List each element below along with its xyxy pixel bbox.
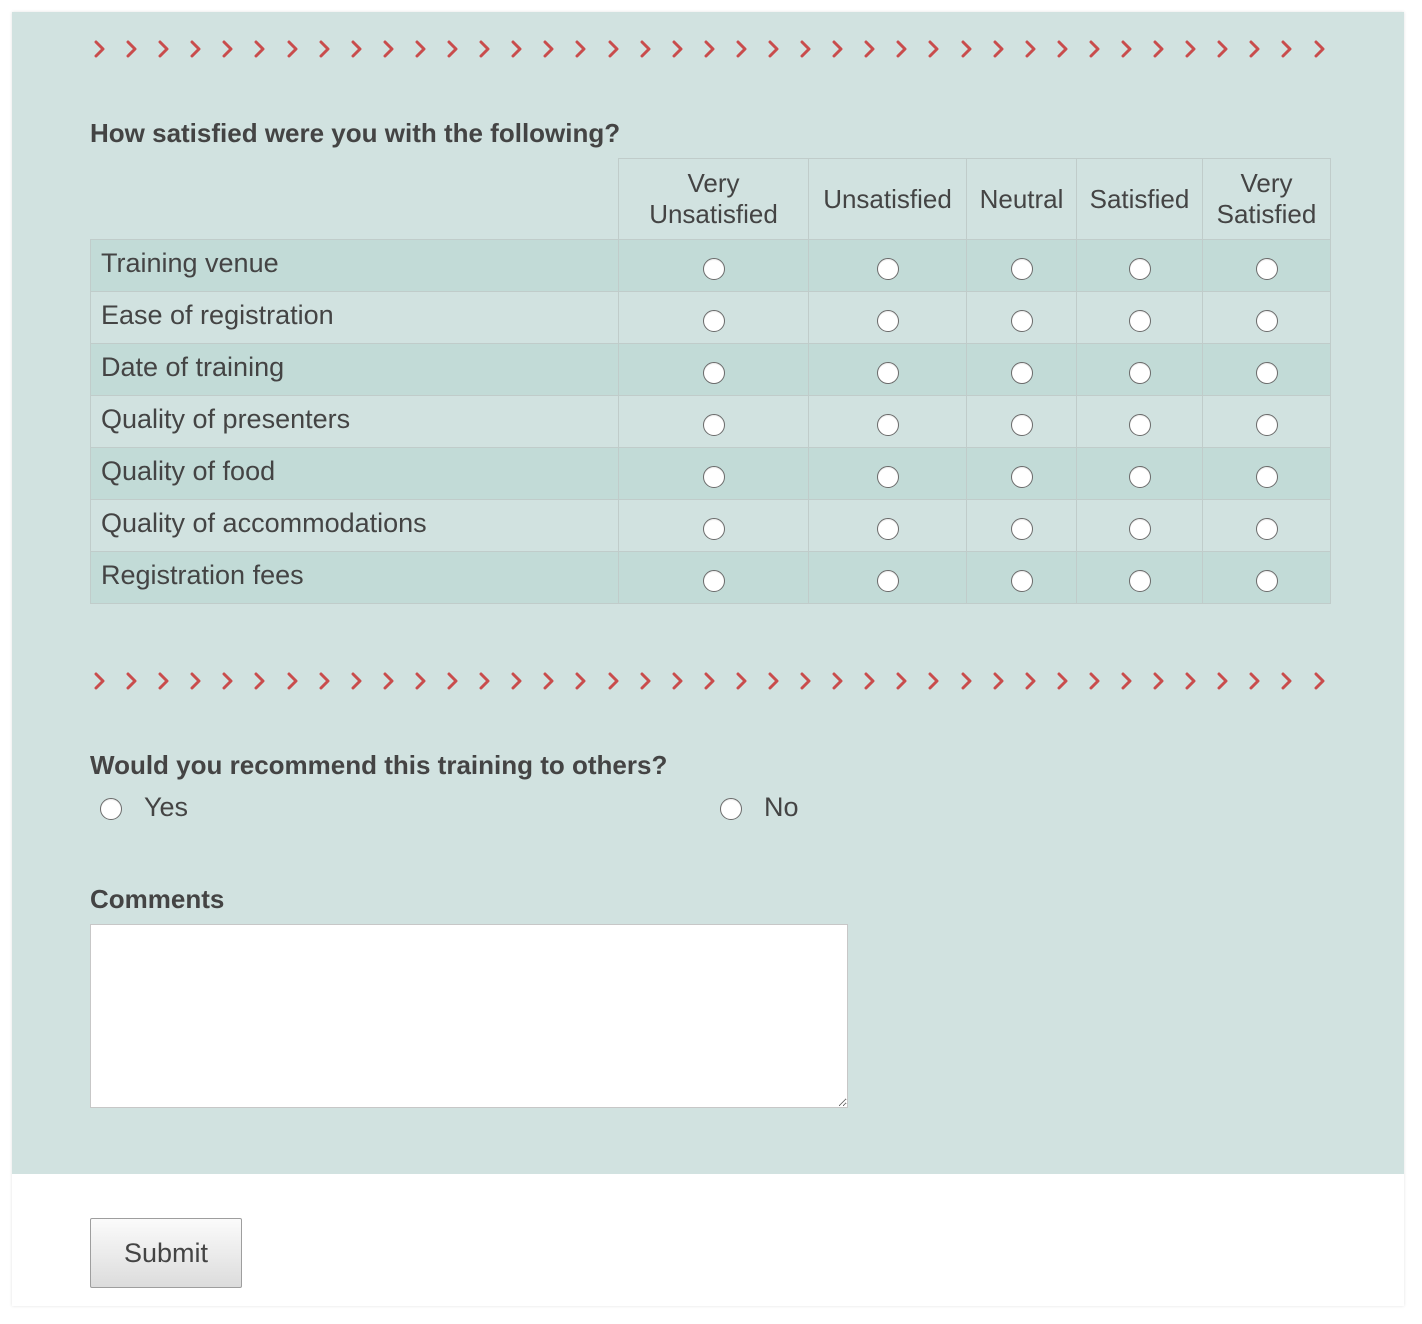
recommend-question: Would you recommend this training to others? (90, 750, 668, 780)
chevron-right-icon (860, 39, 880, 59)
column-header-line: Satisfied (1216, 199, 1317, 229)
rating-radio[interactable] (1256, 414, 1278, 436)
survey-form (12, 12, 1404, 1306)
chevron-right-icon (1117, 671, 1137, 691)
rating-radio[interactable] (1256, 310, 1278, 332)
recommend-yes-option[interactable] (100, 792, 188, 822)
chevron-right-icon (1277, 39, 1297, 59)
chevron-right-icon (924, 671, 944, 691)
chevron-right-icon (154, 39, 174, 59)
matrix-row-label: Quality of presenters (91, 396, 619, 448)
rating-radio[interactable] (877, 518, 899, 540)
matrix-cell (967, 292, 1077, 344)
chevron-right-icon (218, 39, 238, 59)
chevron-right-icon (250, 671, 270, 691)
chevron-right-icon (1053, 671, 1073, 691)
chevron-right-icon (957, 671, 977, 691)
matrix-cell (1203, 240, 1331, 292)
recommend-yes-label: Yes (144, 792, 189, 822)
rating-radio[interactable] (877, 414, 899, 436)
chevron-right-icon (1181, 671, 1201, 691)
chevron-right-icon (1021, 39, 1041, 59)
chevron-right-icon (796, 39, 816, 59)
chevron-right-icon (539, 671, 559, 691)
chevron-right-icon (347, 671, 367, 691)
rating-radio[interactable] (1011, 466, 1033, 488)
chevron-right-icon (700, 671, 720, 691)
matrix-cell (1077, 500, 1203, 552)
rating-radio[interactable] (877, 310, 899, 332)
matrix-cell (1077, 448, 1203, 500)
chevron-right-icon (828, 39, 848, 59)
rating-radio[interactable] (1011, 310, 1033, 332)
matrix-cell (967, 344, 1077, 396)
rating-radio[interactable] (1256, 258, 1278, 280)
recommend-yes-radio[interactable] (100, 798, 122, 820)
chevron-right-icon (636, 671, 656, 691)
chevron-right-icon (604, 39, 624, 59)
matrix-row-label: Ease of registration (91, 292, 619, 344)
matrix-cell (1077, 552, 1203, 604)
matrix-row (91, 240, 1331, 292)
chevron-right-icon (507, 671, 527, 691)
chevron-right-icon (186, 671, 206, 691)
matrix-cell (1203, 292, 1331, 344)
rating-radio[interactable] (703, 310, 725, 332)
chevron-right-icon (90, 39, 110, 59)
matrix-cell (619, 448, 809, 500)
chevron-right-icon (1021, 671, 1041, 691)
matrix-cell (619, 240, 809, 292)
column-header-line: Neutral (979, 183, 1064, 214)
chevron-right-icon (892, 39, 912, 59)
satisfaction-matrix (90, 158, 1331, 604)
chevron-right-icon (315, 39, 335, 59)
matrix-cell (967, 448, 1077, 500)
column-header-line: Satisfied (1089, 183, 1190, 214)
chevron-right-icon (924, 39, 944, 59)
matrix-body (91, 240, 1331, 604)
chevron-right-icon (860, 671, 880, 691)
rating-radio[interactable] (1129, 466, 1151, 488)
chevron-right-icon (604, 671, 624, 691)
chevron-right-icon (1245, 39, 1265, 59)
matrix-column-header (1203, 159, 1331, 240)
matrix-row (91, 552, 1331, 604)
chevron-right-icon (154, 671, 174, 691)
matrix-column-header (619, 159, 809, 240)
chevron-right-icon (571, 671, 591, 691)
column-header-line: Very (687, 168, 740, 198)
chevron-right-icon (668, 671, 688, 691)
rating-radio[interactable] (877, 466, 899, 488)
rating-radio[interactable] (703, 570, 725, 592)
chevron-right-icon (571, 39, 591, 59)
recommend-no-option[interactable] (720, 792, 799, 822)
rating-radio[interactable] (1129, 570, 1151, 592)
chevron-separator-top (90, 36, 1330, 62)
chevron-right-icon (379, 39, 399, 59)
rating-radio[interactable] (703, 414, 725, 436)
chevron-right-icon (1053, 39, 1073, 59)
rating-radio[interactable] (1011, 570, 1033, 592)
chevron-right-icon (636, 39, 656, 59)
chevron-right-icon (989, 39, 1009, 59)
matrix-corner (91, 159, 619, 240)
rating-radio[interactable] (703, 362, 725, 384)
chevron-right-icon (475, 671, 495, 691)
chevron-right-icon (122, 671, 142, 691)
rating-radio[interactable] (877, 362, 899, 384)
matrix-cell (809, 552, 967, 604)
chevron-right-icon (1085, 671, 1105, 691)
matrix-cell (967, 500, 1077, 552)
matrix-cell (809, 448, 967, 500)
chevron-right-icon (1149, 671, 1169, 691)
matrix-row (91, 292, 1331, 344)
chevron-right-icon (1310, 671, 1330, 691)
matrix-cell (809, 500, 967, 552)
matrix-cell (619, 396, 809, 448)
matrix-column-header (967, 159, 1077, 240)
matrix-row (91, 396, 1331, 448)
rating-radio[interactable] (1011, 414, 1033, 436)
satisfaction-question: How satisfied were you with the following? (90, 118, 621, 148)
chevron-right-icon (475, 39, 495, 59)
rating-radio[interactable] (1011, 362, 1033, 384)
matrix-cell (1203, 396, 1331, 448)
matrix-cell (619, 344, 809, 396)
column-header-line: Very (1240, 168, 1293, 198)
matrix-row (91, 500, 1331, 552)
chevron-right-icon (1117, 39, 1137, 59)
matrix-row-label: Training venue (91, 240, 619, 292)
recommend-no-label: No (764, 792, 799, 822)
matrix-cell (1077, 344, 1203, 396)
rating-radio[interactable] (877, 570, 899, 592)
chevron-right-icon (1245, 671, 1265, 691)
matrix-cell (809, 344, 967, 396)
rating-radio[interactable] (877, 258, 899, 280)
chevron-right-icon (507, 39, 527, 59)
chevron-separator-middle (90, 668, 1330, 694)
rating-radio[interactable] (1256, 362, 1278, 384)
chevron-right-icon (796, 671, 816, 691)
matrix-cell (809, 292, 967, 344)
matrix-cell (619, 292, 809, 344)
rating-radio[interactable] (703, 518, 725, 540)
chevron-right-icon (828, 671, 848, 691)
rating-radio[interactable] (703, 258, 725, 280)
matrix-cell (1077, 292, 1203, 344)
chevron-right-icon (892, 671, 912, 691)
matrix-header-row (91, 159, 1331, 240)
submit-button[interactable]: Submit (90, 1218, 242, 1288)
chevron-right-icon (732, 671, 752, 691)
chevron-right-icon (764, 39, 784, 59)
matrix-cell (809, 240, 967, 292)
chevron-right-icon (732, 39, 752, 59)
chevron-right-icon (283, 671, 303, 691)
chevron-right-icon (1277, 671, 1297, 691)
matrix-cell (1203, 552, 1331, 604)
chevron-right-icon (1310, 39, 1330, 59)
rating-radio[interactable] (1011, 518, 1033, 540)
matrix-cell (967, 552, 1077, 604)
chevron-right-icon (443, 671, 463, 691)
rating-radio[interactable] (1256, 570, 1278, 592)
chevron-right-icon (764, 671, 784, 691)
matrix-cell (1203, 500, 1331, 552)
matrix-cell (809, 396, 967, 448)
matrix-row-label: Date of training (91, 344, 619, 396)
rating-radio[interactable] (1256, 518, 1278, 540)
matrix-row (91, 448, 1331, 500)
matrix-cell (1077, 396, 1203, 448)
chevron-right-icon (186, 39, 206, 59)
recommend-no-radio[interactable] (720, 798, 742, 820)
chevron-right-icon (1213, 671, 1233, 691)
chevron-right-icon (122, 39, 142, 59)
matrix-row (91, 344, 1331, 396)
chevron-right-icon (443, 39, 463, 59)
rating-radio[interactable] (703, 466, 725, 488)
rating-radio[interactable] (1129, 414, 1151, 436)
form-panel (12, 12, 1404, 1174)
chevron-right-icon (957, 39, 977, 59)
rating-radio[interactable] (1256, 466, 1278, 488)
chevron-right-icon (700, 39, 720, 59)
matrix-cell (1203, 344, 1331, 396)
matrix-cell (967, 240, 1077, 292)
recommend-options (12, 792, 1404, 832)
chevron-right-icon (668, 39, 688, 59)
matrix-row-label: Registration fees (91, 552, 619, 604)
rating-radio[interactable] (1129, 310, 1151, 332)
matrix-cell (1203, 448, 1331, 500)
column-header-line: Unsatisfied (649, 199, 778, 229)
chevron-right-icon (989, 671, 1009, 691)
comments-label: Comments (90, 884, 225, 914)
chevron-right-icon (283, 39, 303, 59)
rating-radio[interactable] (1129, 362, 1151, 384)
matrix-row-label: Quality of food (91, 448, 619, 500)
matrix-cell (619, 552, 809, 604)
chevron-right-icon (1149, 39, 1169, 59)
chevron-right-icon (1085, 39, 1105, 59)
chevron-right-icon (250, 39, 270, 59)
matrix-column-header (809, 159, 967, 240)
matrix-cell (967, 396, 1077, 448)
rating-radio[interactable] (1011, 258, 1033, 280)
column-header-line: Unsatisfied (823, 183, 952, 214)
matrix-cell (619, 500, 809, 552)
chevron-right-icon (379, 671, 399, 691)
chevron-right-icon (411, 39, 431, 59)
chevron-right-icon (315, 671, 335, 691)
chevron-right-icon (411, 671, 431, 691)
chevron-right-icon (539, 39, 559, 59)
matrix-cell (1077, 240, 1203, 292)
rating-radio[interactable] (1129, 258, 1151, 280)
rating-radio[interactable] (1129, 518, 1151, 540)
chevron-right-icon (218, 671, 238, 691)
chevron-right-icon (1181, 39, 1201, 59)
matrix-row-label: Quality of accommodations (91, 500, 619, 552)
chevron-right-icon (1213, 39, 1233, 59)
comments-textarea[interactable] (90, 924, 848, 1108)
chevron-right-icon (347, 39, 367, 59)
matrix-column-header (1077, 159, 1203, 240)
chevron-right-icon (90, 671, 110, 691)
